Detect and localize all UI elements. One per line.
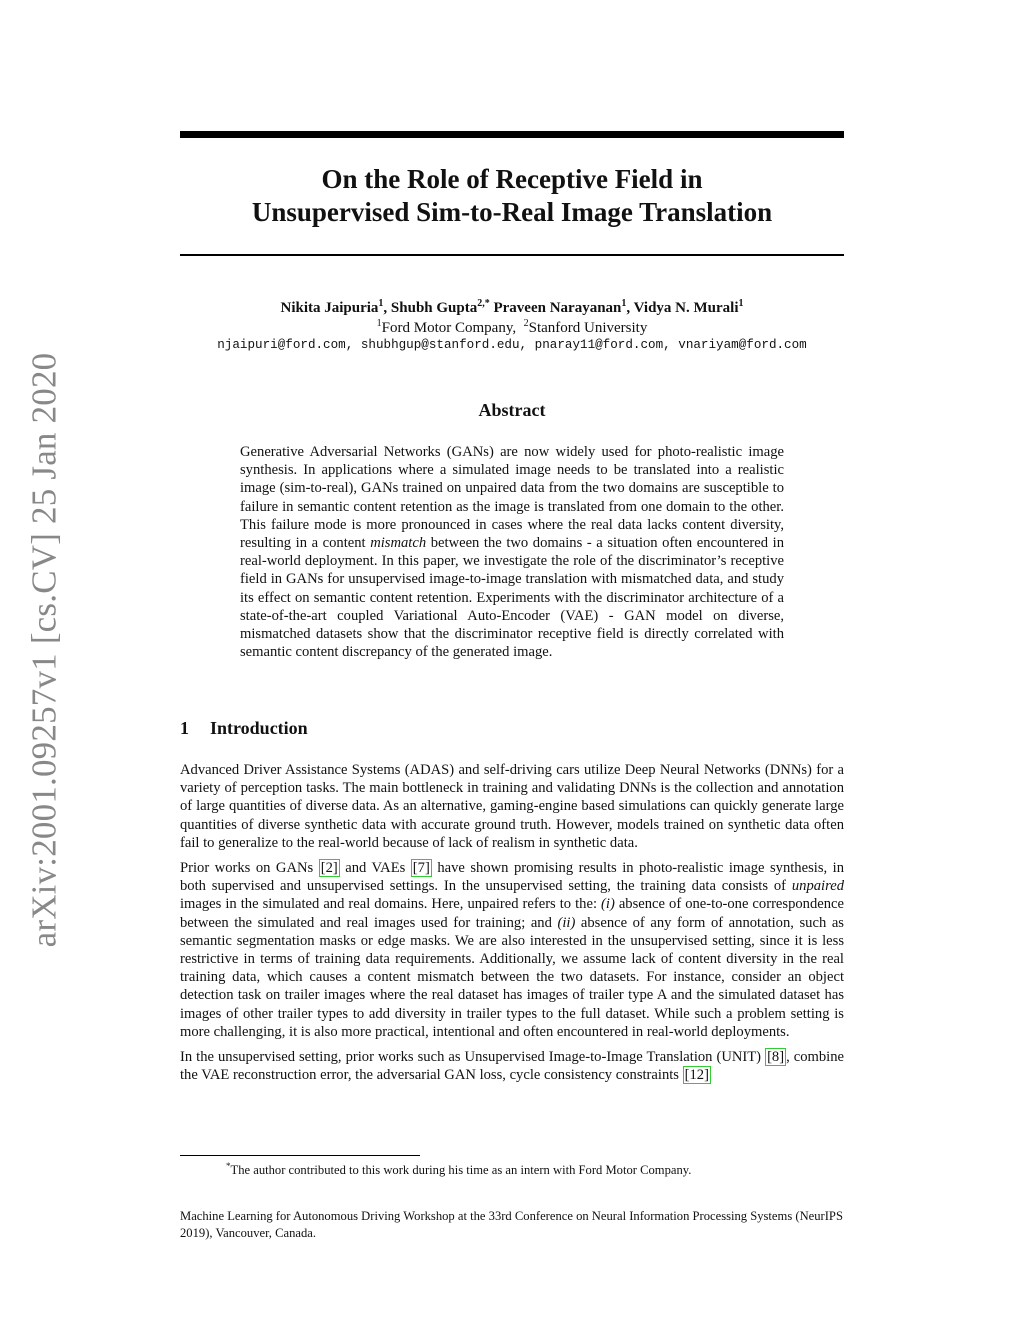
section-title: Introduction	[210, 718, 308, 738]
footnote	[180, 1158, 844, 1178]
author-name: Shubh Gupta	[390, 300, 478, 316]
affiliation-name: Ford Motor Company,	[381, 320, 517, 336]
introduction-body	[180, 761, 844, 1091]
paper-title	[180, 163, 844, 229]
author-name: Praveen Narayanan	[493, 300, 622, 316]
footnote-mark: *	[226, 1161, 231, 1171]
citation-link[interactable]: [8]	[767, 1049, 785, 1066]
author-name: Nikita Jaipuria	[280, 300, 379, 316]
title-rule-bottom	[180, 254, 844, 256]
paragraph-2: Prior works on GANs [2] and VAEs [7] have shown promising results in photo-realistic image synthesis, in both supervised and unsupervised settings. In the unsupervised setting, the training data consists of unpaired images in the simulated and real domains. Here, unpaired refers to the: (i) absence of one-to-one correspondence between the simulated and real images used for training; and (ii) absence of any form of annotation, such as semantic segmentation masks or edge masks. We are also interested in the unsupervised setting, since it is less restrictive in terms of training data requirements. Additionally, we assume lack of content diversity in the real training data, which causes a content mismatch between the two datasets. For instance, consider an object detection task on trailer images where the real dataset has images of trailer type A and the simulated dataset has images of other trailer types to add diversity in trailer types to the full dataset. While such a problem setting is more challenging, it is also more practical, intentional and often encountered in real-world deployments.	[180, 860, 845, 1040]
author-mark: 2,*	[477, 298, 490, 309]
paragraph-1: Advanced Driver Assistance Systems (ADAS) and self-driving cars utilize Deep Neural Networks (DNNs) for a variety of perception tasks. The main bottleneck in training and validating DNNs is the collection and annotation of large quantities of diverse data. As an alternative, gaming-engine based simulations can quickly generate large quantities of diverse synthetic data with accurate ground truth. However, models trained on synthetic data often fail to generalize to the real-world because of lack of realism in synthetic data.	[180, 762, 844, 851]
footnote-rule	[180, 1155, 420, 1156]
abstract-emphasis: mismatch	[370, 535, 427, 552]
title-line-2: Unsupervised Sim-to-Real Image Translation	[251, 197, 773, 227]
citation-link[interactable]: [2]	[320, 860, 338, 877]
footnote-text: The author contributed to this work during his time as an intern with Ford Motor Company.	[230, 1163, 692, 1178]
affiliation-mark: 1	[376, 318, 382, 329]
abstract-heading: Abstract	[478, 400, 546, 420]
title-line-1: On the Role of Receptive Field in	[321, 164, 703, 194]
author-name: Vidya N. Murali	[633, 300, 739, 316]
arxiv-stamp	[20, 352, 68, 948]
affiliation-mark: 2	[523, 318, 529, 329]
affiliation-name: Stanford University	[528, 320, 648, 336]
section-heading	[180, 716, 844, 740]
citation-link[interactable]: [12]	[684, 1067, 709, 1084]
abstract-text: Generative Adversarial Networks (GANs) are now widely used for photo-realistic image synthesis. In applications where a simulated image needs to be translated into a realistic image (sim-to-real), GANs trained on unpaired data from the two domains are susceptible to failure in semantic content retention as the image is translated from one domain to the other. This failure mode is more pronounced in cases where the real data lacks content diversity, resulting in a content mismatch between the two domains - a situation often encountered in real-world deployment. In this paper, we investigate the role of the discriminator’s receptive field in GANs for unsupervised image-to-image translation with mismatched data, and study its effect on semantic content retention. Experiments with the discriminator architecture of a state-of-the-art coupled Variational Auto-Encoder (VAE) - GAN model on diverse, mismatched datasets show that the discriminator receptive field is directly correlated with semantic content discrepancy of the generated image.	[240, 444, 784, 661]
title-rule-top	[180, 131, 844, 138]
section-number: 1	[180, 718, 189, 738]
author-mark: 1	[378, 298, 384, 309]
author-mark: 1	[621, 298, 627, 309]
author-emails: njaipuri@ford.com, shubhgup@stanford.edu, pnaray11@ford.com, vnariyam@ford.com	[217, 338, 807, 352]
paragraph-3: In the unsupervised setting, prior works such as Unsupervised Image-to-Image Translation (UNIT) [8] , combine the VAE reconstruction error, the adversarial GAN loss, cycle consistency constraints [12]	[180, 1049, 844, 1084]
author-list: Nikita Jaipuria$^1$, Shubh Gupta$^{2,*}$ Praveen Narayanan$^1$, Vidya N. Murali$^1$	[280, 298, 744, 316]
citation-link[interactable]: [7]	[412, 860, 430, 877]
arxiv-stamp-text: arXiv:2001.09257v1 [cs.CV] 25 Jan 2020	[24, 352, 64, 948]
author-mark: 1	[738, 298, 744, 309]
venue-note: Machine Learning for Autonomous Driving Workshop at the 33rd Conference on Neural Information Processing Systems (NeurIPS 2019), Vancouver, Canada.	[180, 1209, 843, 1240]
